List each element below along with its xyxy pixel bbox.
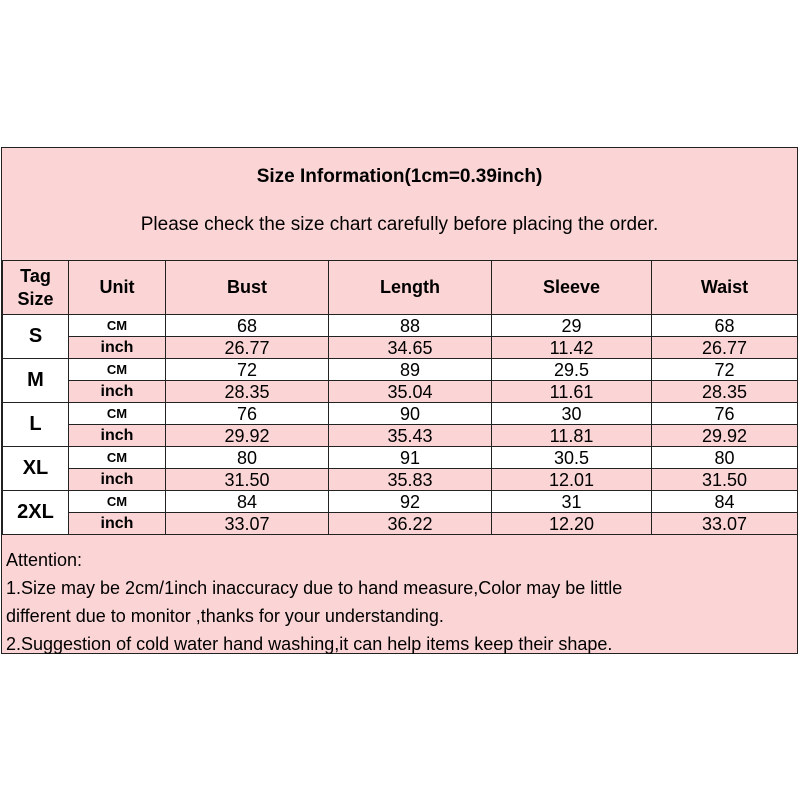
header-sleeve: Sleeve <box>492 261 652 315</box>
length-cell: 35.83 <box>329 469 492 491</box>
header-tag-line1: Tag <box>20 265 51 286</box>
waist-cell: 76 <box>652 403 798 425</box>
table-row <box>3 359 798 381</box>
size-label: XL <box>3 447 69 491</box>
attention-line: 2.Suggestion of cold water hand washing,it can help items keep their shape. <box>6 634 613 654</box>
length-cell: 35.43 <box>329 425 492 447</box>
sleeve-cell: 12.20 <box>492 513 652 535</box>
size-label: M <box>3 359 69 403</box>
unit-cell: CM <box>69 359 166 381</box>
waist-cell: 31.50 <box>652 469 798 491</box>
attention-line: different due to monitor ,thanks for your understanding. <box>6 606 444 626</box>
header-tag-line2: Size <box>17 288 54 309</box>
header-bust: Bust <box>166 261 329 315</box>
length-cell: 34.65 <box>329 337 492 359</box>
sleeve-cell: 30.5 <box>492 447 652 469</box>
table-row <box>3 425 798 447</box>
length-cell: 35.04 <box>329 381 492 403</box>
sleeve-cell: 30 <box>492 403 652 425</box>
sleeve-cell: 11.42 <box>492 337 652 359</box>
header-length: Length <box>329 261 492 315</box>
size-chart-panel <box>1 147 798 654</box>
size-label: L <box>3 403 69 447</box>
sleeve-cell: 29 <box>492 315 652 337</box>
unit-cell: CM <box>69 447 166 469</box>
unit-cell: inch <box>69 337 166 359</box>
table-row <box>3 513 798 535</box>
length-cell: 89 <box>329 359 492 381</box>
unit-cell: inch <box>69 513 166 535</box>
sleeve-cell: 12.01 <box>492 469 652 491</box>
bust-cell: 33.07 <box>166 513 329 535</box>
size-label: S <box>3 315 69 359</box>
waist-cell: 68 <box>652 315 798 337</box>
bust-cell: 31.50 <box>166 469 329 491</box>
table-row <box>3 403 798 425</box>
bust-cell: 29.92 <box>166 425 329 447</box>
length-cell: 92 <box>329 491 492 513</box>
header-waist: Waist <box>652 261 798 315</box>
sleeve-cell: 11.61 <box>492 381 652 403</box>
waist-cell: 84 <box>652 491 798 513</box>
length-cell: 36.22 <box>329 513 492 535</box>
table-row <box>3 337 798 359</box>
attention-heading: Attention: <box>6 550 83 570</box>
table-row <box>3 447 798 469</box>
waist-cell: 33.07 <box>652 513 798 535</box>
length-cell: 88 <box>329 315 492 337</box>
unit-cell: CM <box>69 315 166 337</box>
length-cell: 91 <box>329 447 492 469</box>
bust-cell: 76 <box>166 403 329 425</box>
unit-cell: inch <box>69 469 166 491</box>
table-row <box>3 491 798 513</box>
page-subtitle: Please check the size chart carefully before placing the order. <box>140 214 659 235</box>
waist-cell: 80 <box>652 447 798 469</box>
bust-cell: 80 <box>166 447 329 469</box>
bust-cell: 28.35 <box>166 381 329 403</box>
unit-cell: inch <box>69 425 166 447</box>
table-row <box>3 469 798 491</box>
length-cell: 90 <box>329 403 492 425</box>
bust-cell: 68 <box>166 315 329 337</box>
table-header-row <box>3 261 798 315</box>
attention-line: 1.Size may be 2cm/1inch inaccuracy due to hand measure,Color may be little <box>6 578 623 598</box>
header-unit: Unit <box>69 261 166 315</box>
waist-cell: 26.77 <box>652 337 798 359</box>
header-tag-size <box>3 261 69 315</box>
page-title: Size Information(1cm=0.39inch) <box>256 166 543 187</box>
bust-cell: 26.77 <box>166 337 329 359</box>
table-row <box>3 381 798 403</box>
table-row <box>3 315 798 337</box>
unit-cell: CM <box>69 403 166 425</box>
size-table <box>2 260 798 535</box>
waist-cell: 28.35 <box>652 381 798 403</box>
sleeve-cell: 11.81 <box>492 425 652 447</box>
waist-cell: 72 <box>652 359 798 381</box>
unit-cell: CM <box>69 491 166 513</box>
bust-cell: 84 <box>166 491 329 513</box>
sleeve-cell: 29.5 <box>492 359 652 381</box>
sleeve-cell: 31 <box>492 491 652 513</box>
unit-cell: inch <box>69 381 166 403</box>
bust-cell: 72 <box>166 359 329 381</box>
attention-notes <box>6 546 793 658</box>
waist-cell: 29.92 <box>652 425 798 447</box>
size-label: 2XL <box>3 491 69 535</box>
